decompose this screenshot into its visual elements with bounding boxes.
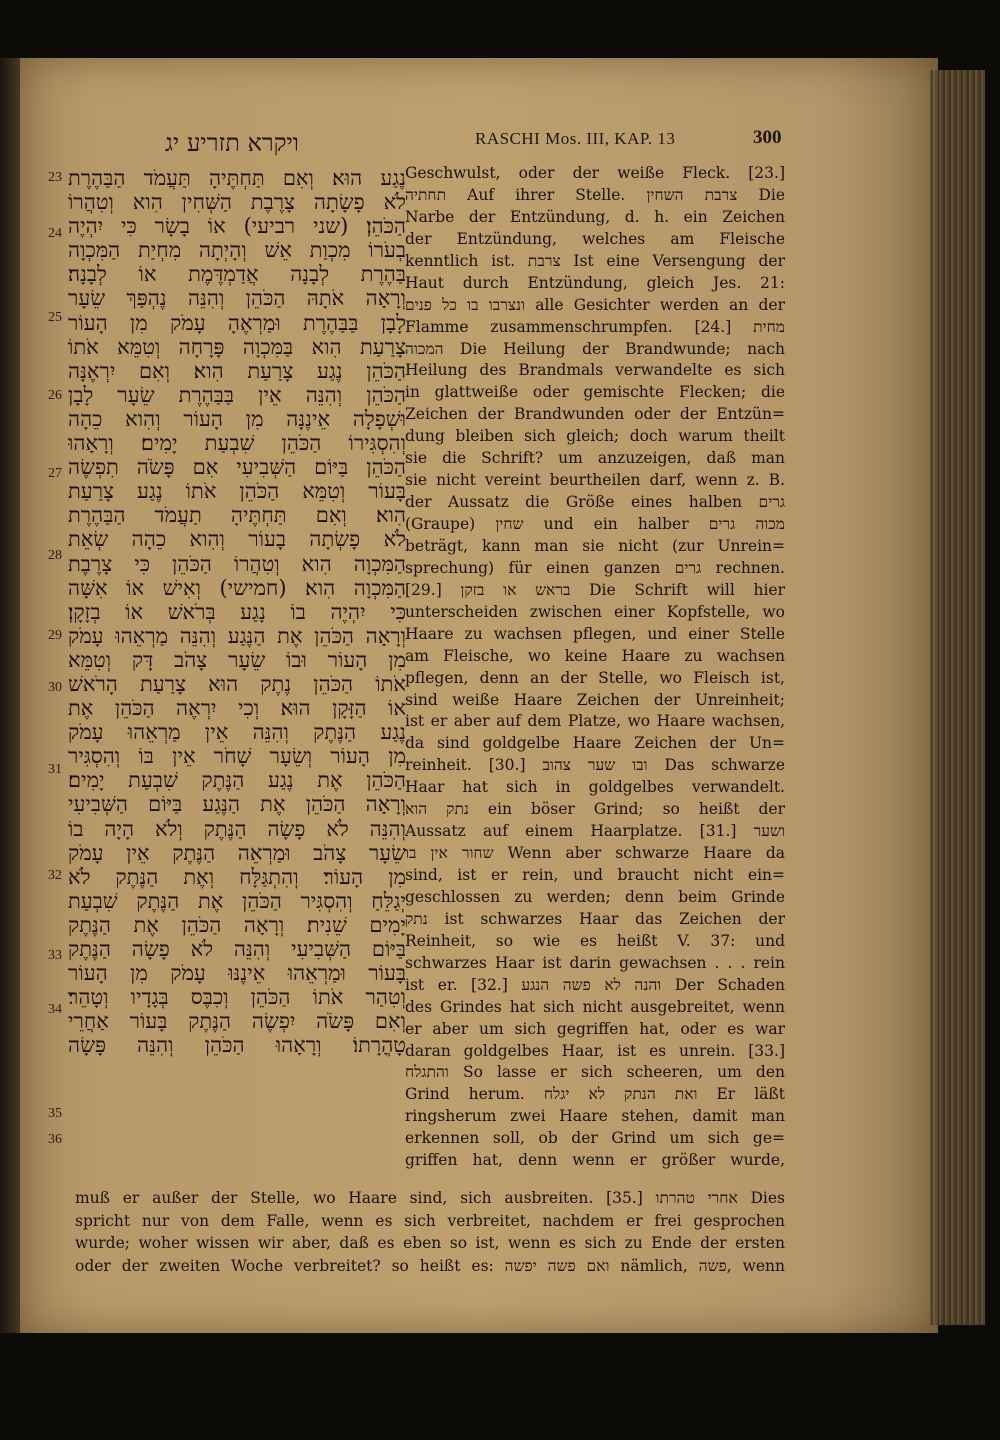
commentary-line: sie die Schrift? um anzuzeigen, daß man xyxy=(405,449,785,468)
commentary-line: (Graupe) שחין und ein halber מכוה גרים xyxy=(405,515,785,533)
hebrew-verse-line: וְרָאָה הַכֹּהֵן אֶת הַנֶּגַע בַּיּוֹם הַשְּׁבִיעִי xyxy=(68,792,406,817)
hebrew-verse-line: וְרָאָה הַכֹּהֵן אֶת הַנֶּגַע וְהִנֵּה מַרְאֵהוּ עָמֹק xyxy=(68,623,406,648)
full-width-commentary xyxy=(75,1187,785,1277)
hebrew-verse-line: מִן הָעוֹר וּבוֹ שֵׂעָר צָהֹב דָּק וְטִמֵּא xyxy=(68,647,406,672)
hebrew-verse-line: צָרַעַת הִוא בַּמִּכְוָה פָּרָחָה וְטִמֵּא אֹתוֹ xyxy=(68,334,406,359)
commentary-line: in glattweiße oder gemischte Flecken; die xyxy=(405,383,785,402)
hebrew-verse-line: בְעֹרוֹ מִכְוַת אֵשׁ וְהָיְתָה מִחְיַת הַמִּכְוָה xyxy=(68,238,406,263)
commentary-line: schwarzes Haar ist darin gewachsen . . . rein xyxy=(405,953,785,972)
commentary-line: muß er außer der Stelle, wo Haare sind, sich ausbreiten. [35.] אחרי טהרתו Dies xyxy=(75,1189,785,1207)
commentary-line: wurde; woher wissen wir aber, daß es eben so ist, wenn es sich zu Ende der ersten xyxy=(75,1234,785,1252)
hebrew-verse-line: וּשְׁפָלָה אֵינֶנָּה מִן הָעוֹר וְהִוא כֵהָה xyxy=(68,406,406,431)
hebrew-verse-line: וְאִם פָּשֹׂה יִפְשֶׂה הַנֶּתֶק בָּעוֹר אַחֲרֵי xyxy=(68,1009,406,1034)
commentary-line: erkennen soll, ob der Grind um sich ge= xyxy=(405,1129,785,1148)
commentary-line: griffen hat, denn wenn er größer wurde, xyxy=(405,1151,785,1170)
hebrew-verse-line: וְרָאָה אֹתָהּ הַכֹּהֵן וְהִנֵּה נֶהְפַּךְ שֵׂעָר xyxy=(68,286,406,311)
verse-number: 33 xyxy=(48,948,62,963)
commentary-line: Grind herum. ואת הנתק לא יגלח Er läßt xyxy=(405,1085,785,1104)
hebrew-verse-line: וְטִהַר אֹתוֹ הַכֹּהֵן וְכִבֶּס בְּגָדָיו וְטָהֵר׃ xyxy=(68,985,406,1010)
hebrew-torah-column xyxy=(68,166,406,1057)
running-header xyxy=(20,125,938,165)
commentary-line: pflegen, denn an der Stelle, wo Fleisch ist, xyxy=(405,668,785,687)
commentary-line: oder der zweiten Woche verbreitet? so heißt es: ואם פשה יפשה nämlich, פשה, wenn xyxy=(75,1256,785,1275)
verse-number: 24 xyxy=(48,226,62,241)
verse-number: 26 xyxy=(48,388,62,403)
hebrew-verse-line: בַּהֶרֶת לְבָנָה אֲדַמְדֶּמֶת אוֹ לְבָנָה׃ xyxy=(68,262,406,287)
verse-number: 35 xyxy=(48,1106,62,1121)
latin-running-title: RASCHI Mos. III, KAP. 13 xyxy=(475,129,676,148)
commentary-line: והתגלח So lasse er sich scheeren, um den xyxy=(405,1063,785,1082)
hebrew-verse-line: שֵׂעָר צָהֹב וּמַרְאֵה הַנֶּתֶק אֵין עָמֹק xyxy=(68,840,406,865)
commentary-line: Geschwulst, oder der weiße Fleck. [23.] xyxy=(405,164,785,182)
commentary-line: Haar hat sich in goldgelbes verwandelt. xyxy=(405,778,785,797)
commentary-line: da sind goldgelbe Haare Zeichen der Un= xyxy=(405,734,785,753)
commentary-line: spricht nur von dem Falle, wenn es sich verbreitet, nachdem er frei gesprochen xyxy=(75,1211,785,1230)
commentary-line: er aber um sich gegriffen hat, oder es war xyxy=(405,1019,785,1038)
commentary-line: beträgt, kann man sie nicht (zur Unrein= xyxy=(405,536,785,555)
commentary-line: Haare zu wachsen pflegen, und einer Stelle xyxy=(405,624,785,643)
hebrew-verse-line: הַכֹּהֵן׃ (שני רביעי) אוֹ בָשָׂר כִּי יִהְיֶה xyxy=(68,214,406,239)
commentary-line: תחתיה Auf ihrer Stelle. צרבת השחין Die xyxy=(405,185,785,204)
commentary-line: Reinheit, so wie es heißt V. 37: und xyxy=(405,931,785,950)
hebrew-verse-line: בָּעוֹר וְטִמֵּא הַכֹּהֵן אֹתוֹ נֶגַע צָרַעַת xyxy=(68,479,406,504)
commentary-line: Narbe der Entzündung, d. h. ein Zeichen xyxy=(405,207,785,226)
commentary-line: שחור אין בו Wenn aber schwarze Haare da xyxy=(405,844,785,863)
hebrew-verse-line: נֶגַע הוּא׃ וְאִם תַּחְתֶּיהָ תַּעֲמֹד הַבַּהֶרֶת xyxy=(68,166,406,190)
page-edges xyxy=(930,70,985,1325)
hebrew-verse-line: לֹא פָשָׂתָה צָרֶבֶת הַשְּׁחִין הִוא וְטִהֲרוֹ xyxy=(68,190,406,215)
commentary-line: נתק ist schwarzes Haar das Zeichen der xyxy=(405,909,785,928)
verse-number: 29 xyxy=(48,628,62,643)
commentary-line: Flamme zusammenschrumpfen. [24.] מחית xyxy=(405,317,785,336)
verse-number: 23 xyxy=(48,170,62,185)
verse-number: 25 xyxy=(48,310,62,325)
hebrew-verse-line: אוֹ הַזָּקָן הוּא׃ וְכִי יִרְאֶה הַכֹּהֵן אֶת xyxy=(68,696,406,721)
verse-number: 31 xyxy=(48,762,62,777)
hebrew-verse-line: וְהִנֵּה לֹא פָשָׂה הַנֶּתֶק וְלֹא הָיָה בוֹ xyxy=(68,816,406,841)
hebrew-verse-line: לָבָן בַּבַּהֶרֶת וּמַרְאֶהָ עָמֹק מִן הָעוֹר xyxy=(68,310,406,335)
commentary-line: der Aussatz die Größe eines halben גרים xyxy=(405,493,785,512)
commentary-line: ringsherum zwei Haare stehen, damit man xyxy=(405,1107,785,1126)
hebrew-verse-line: הִוא׃ וְאִם תַּחְתֶּיהָ תַעֲמֹד הַבַּהֶרֶת xyxy=(68,503,406,528)
commentary-line: Haut durch Entzündung, gleich Jes. 21: xyxy=(405,273,785,292)
verse-number: 34 xyxy=(48,1002,62,1017)
commentary-line: sprechung) für einen ganzen גרים rechnen. xyxy=(405,558,785,577)
hebrew-verse-line: יָמִים שֵׁנִית׃ וְרָאָה הַכֹּהֵן אֶת הַנֶּתֶק xyxy=(68,912,406,937)
hebrew-verse-line: מִן הָעוֹר וְשֵׂעָר שָׁחֹר אֵין בּוֹ וְהִסְגִּיר xyxy=(68,744,406,769)
hebrew-running-title: ויקרא תזריע יג xyxy=(165,129,299,157)
commentary-line: unterscheiden zwischen einer Kopfstelle, wo xyxy=(405,602,785,621)
hebrew-verse-line: הַכֹּהֵן בַּיּוֹם הַשְּׁבִיעִי אִם פָּשֹׂה תִפְשֶׂה xyxy=(68,455,406,480)
commentary-line: [29.] בראש או בזקן Die Schrift will hier xyxy=(405,580,785,599)
page-number: 300 xyxy=(753,127,782,148)
hebrew-verse-line: יְגַלֵּחַ וְהִסְגִּיר הַכֹּהֵן אֶת הַנֶּתֶק שִׁבְעַת xyxy=(68,888,406,913)
german-commentary-column xyxy=(405,163,785,1172)
commentary-line: dung bleiben sich gleich; doch warum theilt xyxy=(405,427,785,446)
hebrew-verse-line: הַמִּכְוָה הִוא׃ (חמישי) וְאִישׁ אוֹ אִשָּׁה xyxy=(68,575,406,600)
commentary-line: המכוה Die Heilung der Brandwunde; nach xyxy=(405,339,785,358)
commentary-line: sind weiße Haare Zeichen der Unreinheit; xyxy=(405,690,785,709)
hebrew-verse-line: בַּיּוֹם הַשְּׁבִיעִי וְהִנֵּה לֹא פָשָׂה הַנֶּתֶק xyxy=(68,937,406,961)
book-spine xyxy=(0,58,22,1333)
commentary-line: sie nicht vereint beurtheilen darf, wenn z. B. xyxy=(405,471,785,490)
hebrew-verse-line: הַמִּכְוָה הִוא וְטִהֲרוֹ הַכֹּהֵן כִּי צָרֶבֶת xyxy=(68,551,406,576)
hebrew-verse-line: וְהִסְגִּירוֹ הַכֹּהֵן שִׁבְעַת יָמִים׃ וְרָאָהוּ xyxy=(68,431,406,456)
verse-number: 36 xyxy=(48,1132,62,1147)
commentary-line: ונצרבו בו כל פנים alle Gesichter werden an der xyxy=(405,295,785,314)
hebrew-verse-line: הַכֹּהֵן וְהִנֵּה אֵין בַּבַּהֶרֶת שֵׂעָר לָבָן xyxy=(68,382,406,407)
commentary-line: reinheit. [30.] ובו שער צהוב Das schwarze xyxy=(405,756,785,775)
verse-number: 30 xyxy=(48,680,62,695)
hebrew-verse-line: מִן הָעוֹר׃ וְהִתְגַּלָּח וְאֶת הַנֶּתֶק לֹא xyxy=(68,864,406,889)
commentary-line: der Entzündung, welches am Fleische xyxy=(405,229,785,248)
hebrew-verse-line: הַכֹּהֵן נֶגַע צָרַעַת הִוא׃ וְאִם יִרְאֶנָּה xyxy=(68,358,406,383)
verse-number: 32 xyxy=(48,868,62,883)
commentary-line: ist er aber auf dem Platze, wo Haare wachsen, xyxy=(405,712,785,731)
hebrew-verse-line: טָהֳרָתוֹ׃ וְרָאָהוּ הַכֹּהֵן וְהִנֵּה פָּשָׂה xyxy=(68,1033,406,1058)
verse-number: 28 xyxy=(48,548,62,563)
commentary-line: daran goldgelbes Haar, ist es unrein. [33.] xyxy=(405,1041,785,1060)
commentary-line: am Fleische, wo keine Haare zu wachsen xyxy=(405,646,785,665)
hebrew-verse-line: אֹתוֹ הַכֹּהֵן נֶתֶק הוּא צָרַעַת הָרֹאשׁ xyxy=(68,671,406,696)
hebrew-verse-line: לֹא פָשְׂתָה בָעוֹר וְהִוא כֵהָה שְׂאֵת xyxy=(68,527,406,552)
hebrew-verse-line: הַכֹּהֵן אֶת נֶגַע הַנֶּתֶק שִׁבְעַת יָמִים׃ xyxy=(68,768,406,793)
commentary-line: Zeichen der Brandwunden oder der Entzün= xyxy=(405,405,785,424)
commentary-line: ist er. [32.] והנה לא פשה הנגע Der Schaden xyxy=(405,975,785,994)
verse-number: 27 xyxy=(48,466,62,481)
hebrew-verse-line: כִּי יִהְיֶה בוֹ נָגַע בְּרֹאשׁ אוֹ בְזָקָן׃ xyxy=(68,599,406,624)
commentary-line: נתק הוא ein böser Grind; so heißt der xyxy=(405,800,785,819)
hebrew-verse-line: נֶגַע הַנֶּתֶק וְהִנֵּה אֵין מַרְאֵהוּ עָמֹק xyxy=(68,720,406,745)
commentary-line: Aussatz auf einem Haarplatze. [31.] ושער xyxy=(405,822,785,841)
hebrew-verse-line: בָּעוֹר וּמַרְאֵהוּ אֵינֶנּוּ עָמֹק מִן הָעוֹר xyxy=(68,961,406,986)
commentary-line: kenntlich ist. צרבת Ist eine Versengung der xyxy=(405,251,785,270)
commentary-line: geschlossen zu werden; denn beim Grinde xyxy=(405,887,785,906)
commentary-line: sind, ist er rein, und braucht nicht ein= xyxy=(405,866,785,884)
commentary-line: Heilung des Brandmals verwandelte es sich xyxy=(405,361,785,380)
commentary-line: des Grindes hat sich nicht ausgebreitet, wenn xyxy=(405,997,785,1016)
